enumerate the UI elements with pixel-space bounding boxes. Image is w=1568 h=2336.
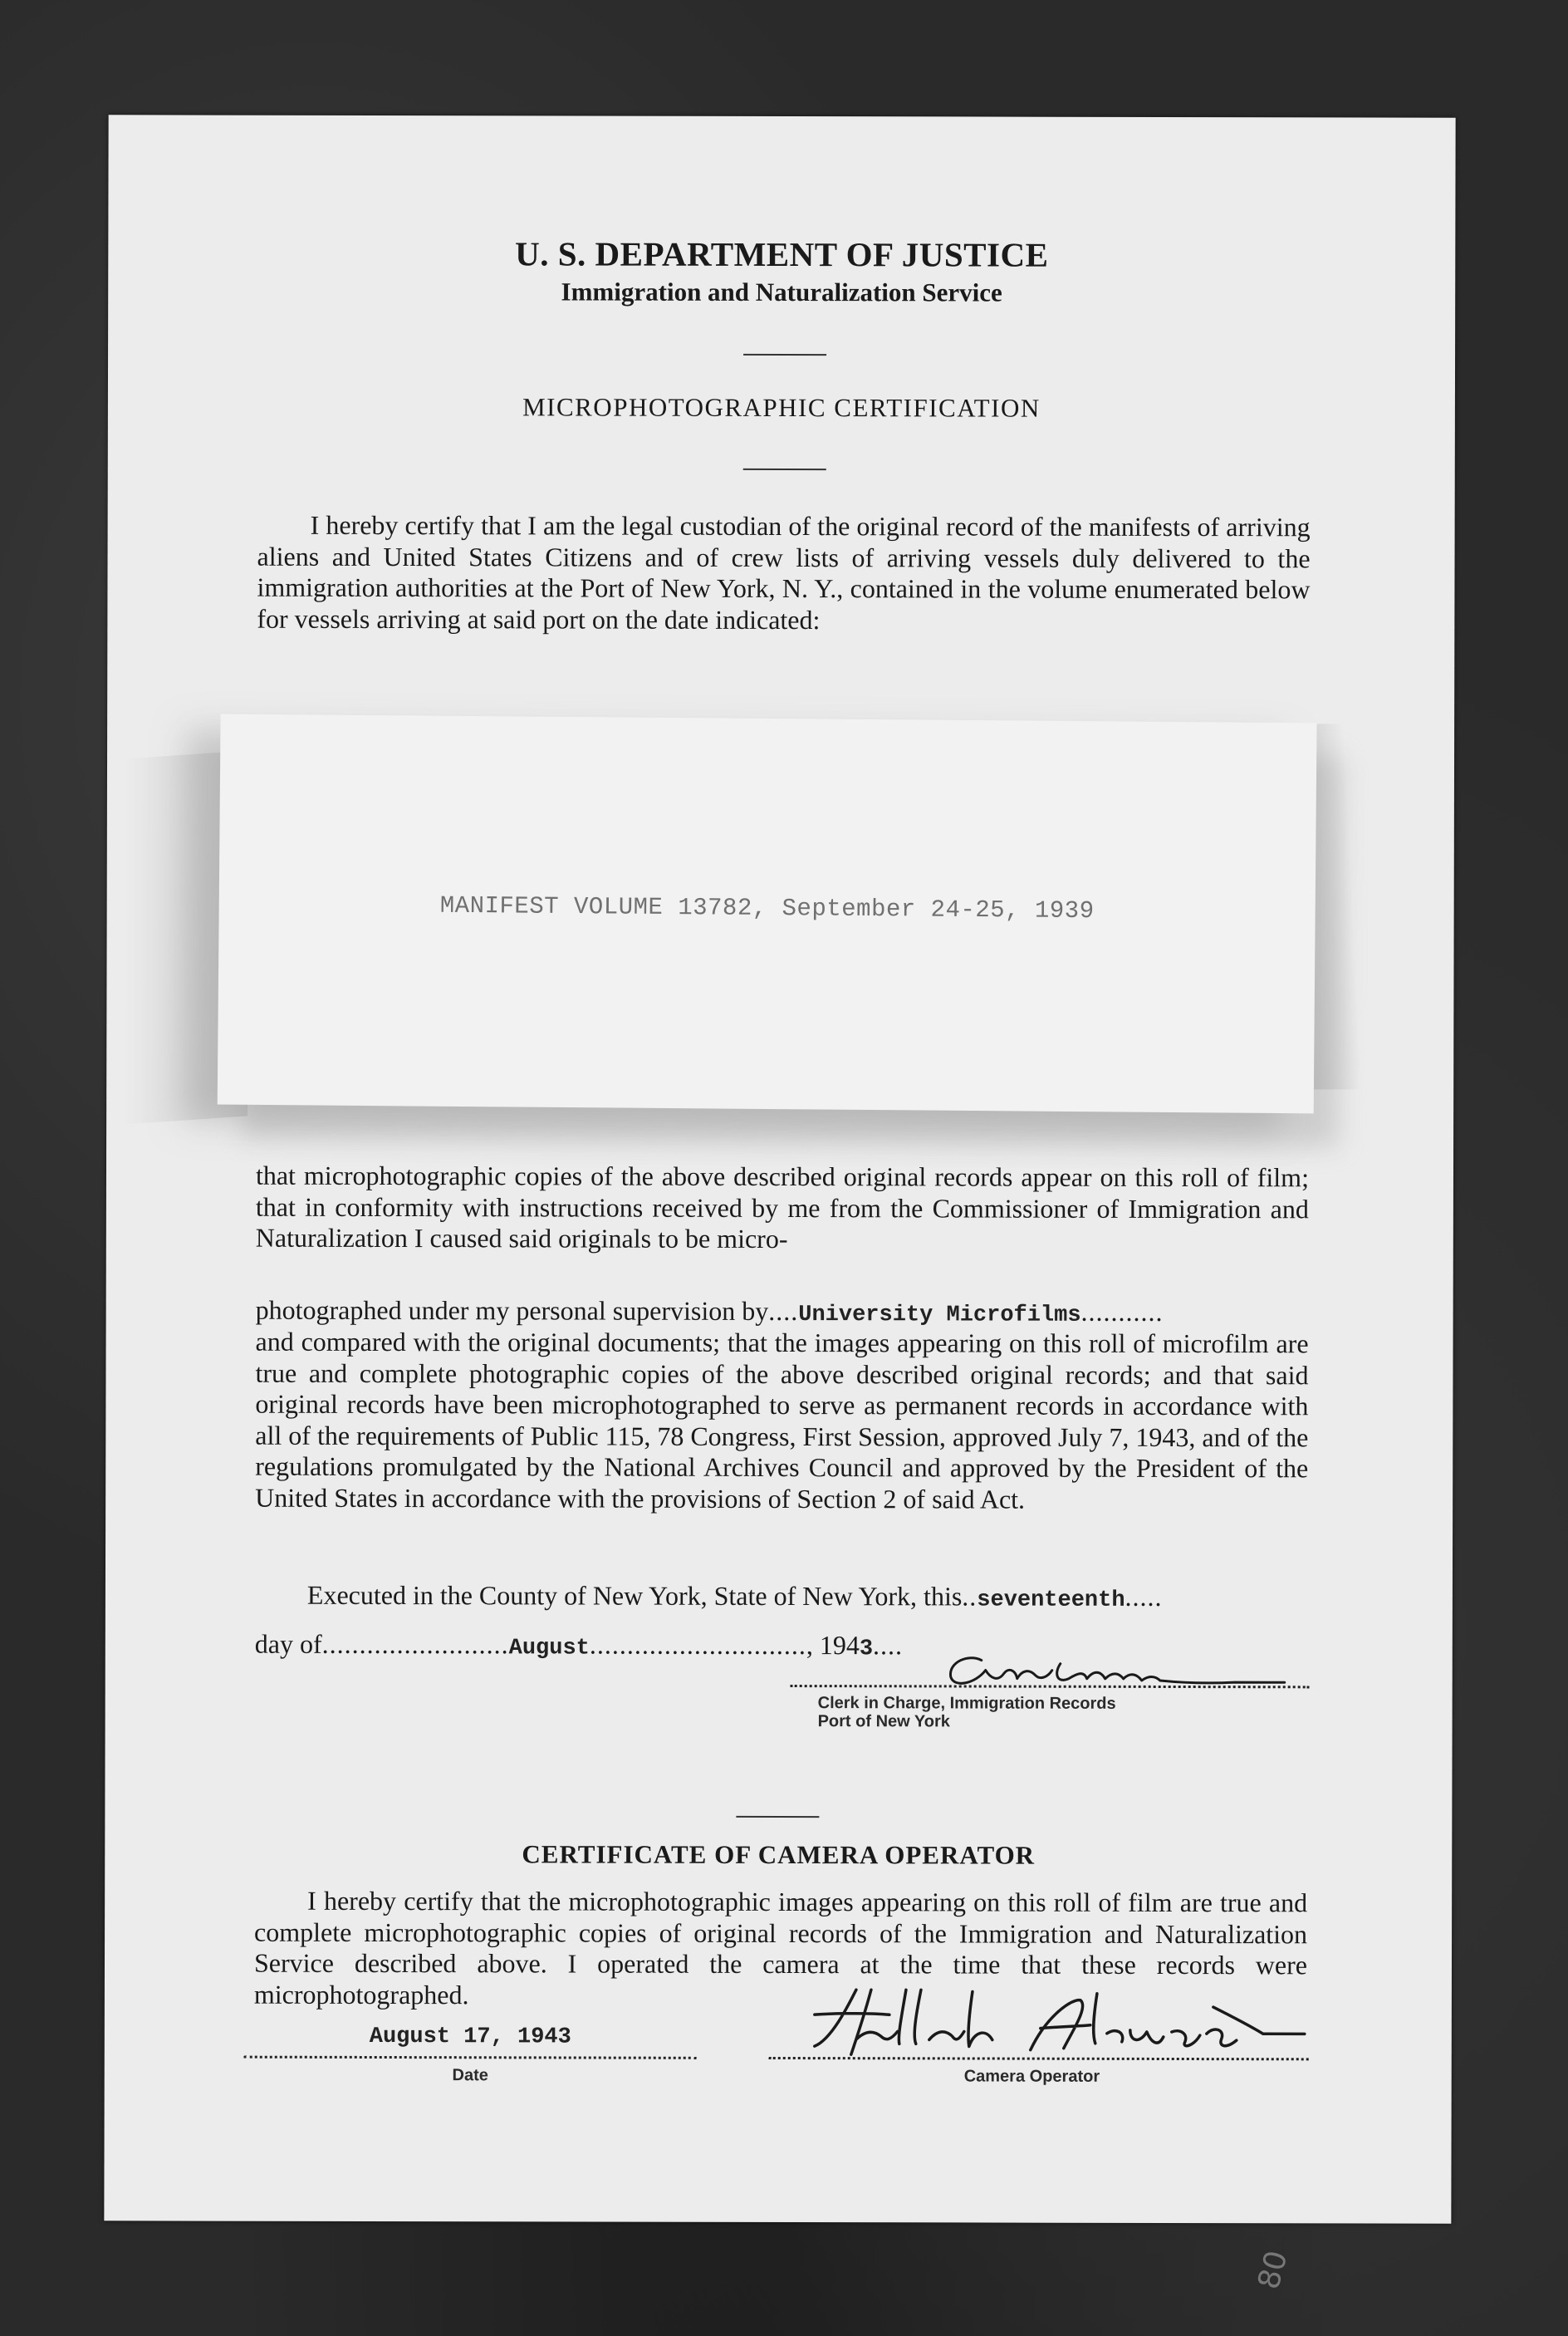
page-number-mark: 80 [1252, 2247, 1295, 2293]
date-line [244, 2056, 697, 2059]
manifest-volume-text: MANIFEST VOLUME 13782, September 24-25, 1939 [439, 891, 1095, 925]
year-prefix: , 194 [806, 1630, 860, 1661]
divider-mid [743, 469, 826, 470]
dot-leader: .... [873, 1630, 904, 1661]
clerk-title: Clerk in Charge, Immigration Records [817, 1694, 1116, 1713]
divider-bottom [736, 1816, 819, 1818]
day-of-prefix: day of [254, 1628, 322, 1659]
service-subtitle: Immigration and Naturalization Service [561, 277, 1002, 307]
year-digit: 3 [859, 1637, 874, 1662]
supervision-line [256, 1295, 1164, 1328]
dot-leader: .. [962, 1581, 978, 1612]
compared-paragraph: and compared with the original documents; that the images appearing on this roll of microfilm are true and complete photographic copies of the above described original records; and that said original records have been microphotographed to serve as permanent records in accordance with all of the requirements of Public 115, 78 Congress, First Session, approved July 7, 1943, and of the regulations promulgated by the National Archives Council and approved by the President of the United States in accordance with the provisions of Section 2 of said Act. [255, 1326, 1309, 1514]
dot-leader: ......................... [321, 1628, 509, 1660]
dot-leader: .... [768, 1295, 799, 1327]
camera-date-value: August 17, 1943 [369, 2024, 571, 2050]
divider-top [743, 354, 826, 356]
dot-leader: ..... [1125, 1581, 1163, 1612]
executed-month: August [508, 1636, 590, 1661]
dot-leader: ........... [1080, 1296, 1164, 1327]
date-label: Date [452, 2066, 488, 2085]
certificate-sheet [104, 115, 1455, 2223]
supervision-prefix: photographed under my personal supervision by [255, 1294, 769, 1326]
executed-prefix: Executed in the County of New York, State of New York, this [306, 1579, 963, 1612]
camera-operator-signature [782, 1981, 1313, 2061]
executed-line [307, 1580, 1308, 1614]
copies-paragraph: that microphotographic copies of the above described original records appear on this roll of film; that in conformity with instructions received by me from the Commissioner of Immigration and Naturalization I caused said originals to be micro- [255, 1160, 1310, 1254]
camera-certificate-title: CERTIFICATE OF CAMERA OPERATOR [522, 1839, 1036, 1870]
certification-title: MICROPHOTOGRAPHIC CERTIFICATION [522, 392, 1041, 423]
manifest-insert-slip [218, 714, 1317, 1114]
supervisor-name: University Microfilms [798, 1303, 1081, 1328]
executed-day: seventeenth [977, 1588, 1125, 1613]
clerk-port: Port of New York [817, 1712, 950, 1731]
dot-leader: ............................. [589, 1629, 806, 1661]
department-title: U. S. DEPARTMENT OF JUSTICE [515, 234, 1049, 274]
custodian-paragraph: I hereby certify that I am the legal custodian of the original record of the manifests of arriving aliens and United States Citizens and of crew lists of arriving vessels duly delivered to the immigration authorities at the Port of New York, N. Y., contained in the volume enumerated below for vessels arriving at said port on the date indicated: [257, 509, 1311, 635]
day-of-line [255, 1629, 903, 1662]
camera-paragraph: I hereby certify that the microphotographic images appearing on this roll of film are true and complete microphotographic copies of original records of the Immigration and Naturalization Service described above. I operated the camera at the time that these records were microphotographed. [253, 1885, 1308, 2010]
camera-operator-label: Camera Operator [963, 2067, 1100, 2086]
clerk-label [818, 1694, 1116, 1731]
